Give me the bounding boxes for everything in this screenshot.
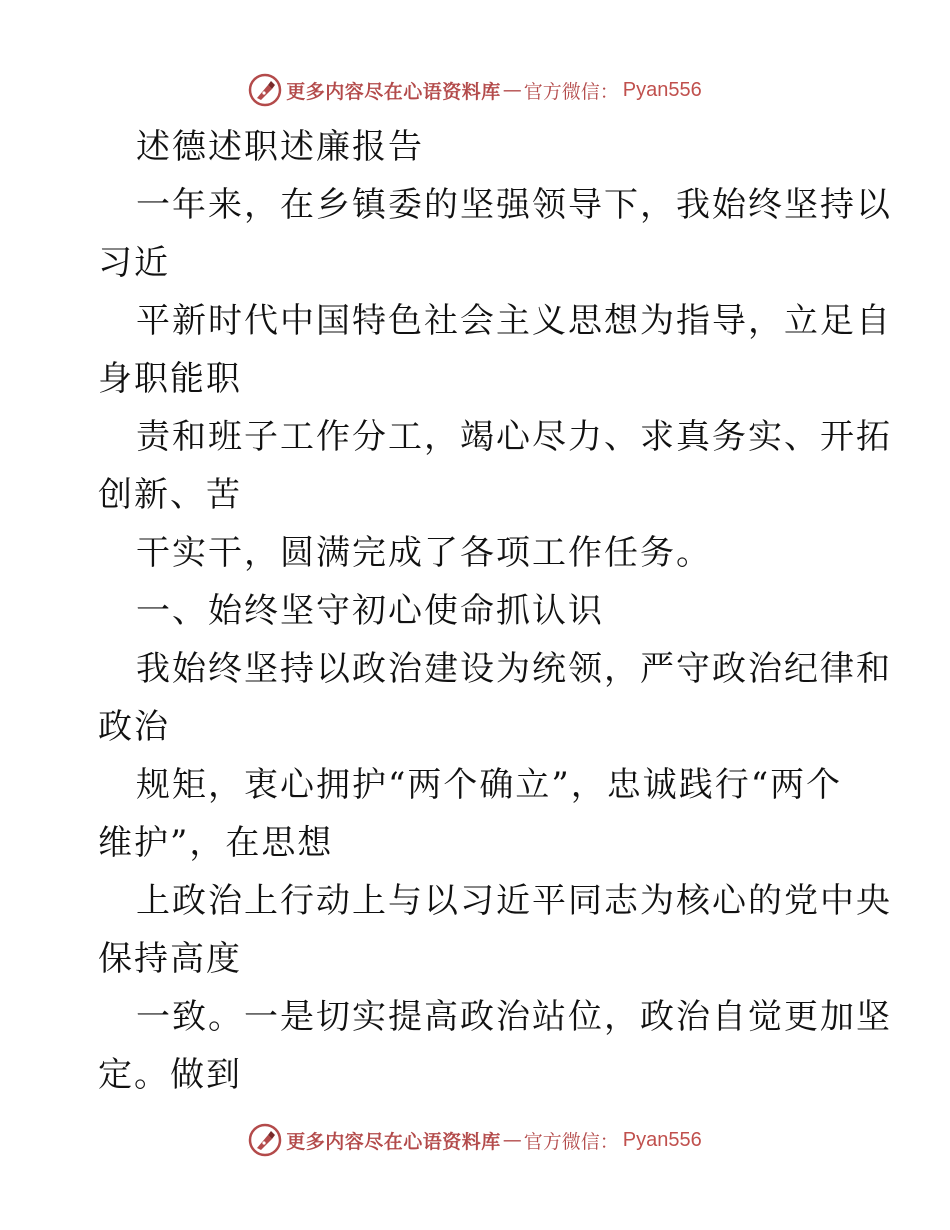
paragraph-line: 创新、苦 <box>98 475 242 515</box>
header-banner <box>0 70 950 110</box>
paragraph-line: 一致。一是切实提高政治站位，政治自觉更加坚 <box>136 997 892 1037</box>
paragraph-line: 政治 <box>98 707 170 747</box>
section-heading: 一、始终坚守初心使命抓认识 <box>136 591 604 631</box>
fountain-pen-logo-icon <box>248 1123 282 1157</box>
paragraph-line: 平新时代中国特色社会主义思想为指导，立足自 <box>136 301 892 341</box>
paragraph-line: 上政治上行动上与以习近平同志为核心的党中央 <box>136 881 892 921</box>
wechat-id: Pyan556 <box>622 78 702 101</box>
site-name-text: 更多内容尽在心语资料库 <box>286 80 501 103</box>
banner-separator: — <box>502 1129 522 1151</box>
footer-banner <box>0 1120 950 1160</box>
paragraph-line: 定。做到 <box>98 1055 242 1095</box>
paragraph-line: 维护”，在思想 <box>98 823 334 863</box>
wechat-label: 官方微信： <box>523 80 619 103</box>
banner-separator: — <box>502 79 522 101</box>
fountain-pen-logo-icon <box>248 73 282 107</box>
document-body <box>98 118 892 1104</box>
site-name-text: 更多内容尽在心语资料库 <box>286 1130 501 1153</box>
paragraph-line: 一年来，在乡镇委的坚强领导下，我始终坚持以 <box>136 185 892 225</box>
paragraph-line: 责和班子工作分工，竭心尽力、求真务实、开拓 <box>136 417 892 457</box>
paragraph-line: 规矩，衷心拥护“两个确立”，忠诚践行“两个 <box>136 765 843 805</box>
paragraph-line: 干实干，圆满完成了各项工作任务。 <box>136 533 712 573</box>
wechat-id: Pyan556 <box>622 1128 702 1151</box>
paragraph-line: 保持高度 <box>98 939 242 979</box>
paragraph-line: 习近 <box>98 243 170 283</box>
wechat-label: 官方微信： <box>523 1130 619 1153</box>
paragraph-line: 我始终坚持以政治建设为统领，严守政治纪律和 <box>136 649 892 689</box>
paragraph-line: 身职能职 <box>98 359 242 399</box>
document-title: 述德述职述廉报告 <box>136 127 424 167</box>
